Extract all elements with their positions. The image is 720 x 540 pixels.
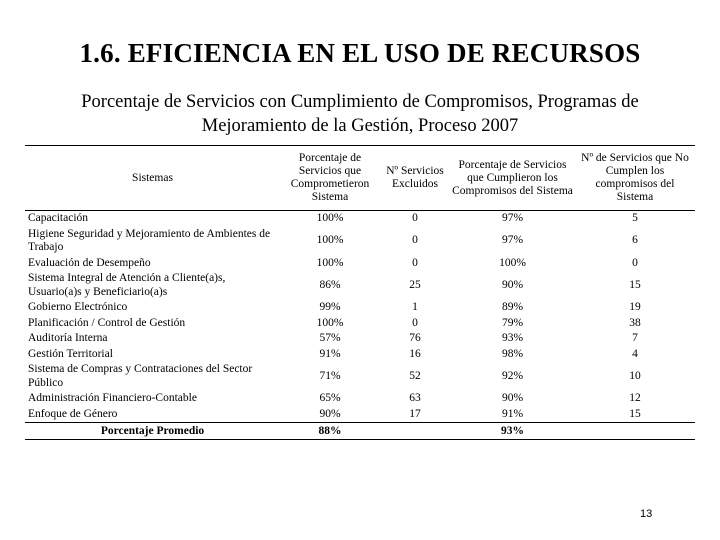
cell-pct-comprometieron: 99% <box>319 301 341 313</box>
cell-sistema: Evaluación de Desempeño <box>28 256 151 269</box>
col-header-pct-comprometieron: Porcentaje de Servicios que Comprometieron Sistema <box>280 146 380 211</box>
table-row <box>25 391 695 407</box>
cell-pct-comprometieron: 100% <box>316 234 344 247</box>
col-header-no-cumplen: Nº de Servicios que No Cumplen los compromisos del Sistema <box>575 146 695 211</box>
cell-sistema: Planificación / Control de Gestión <box>28 316 186 329</box>
cell-no-cumplen: 4 <box>632 347 638 360</box>
cell-excluidos: 0 <box>412 316 418 329</box>
cell-pct-comprometieron: 100% <box>316 212 344 224</box>
footer-avg-excluded <box>380 423 450 440</box>
cell-no-cumplen: 6 <box>632 234 638 247</box>
cell-pct-comprometieron: 65% <box>319 392 341 404</box>
table-row <box>25 256 695 272</box>
cell-pct-comprometieron: 90% <box>319 407 341 420</box>
cell-sistema: Administración Financiero-Contable <box>28 392 197 404</box>
col-header-pct-cumplieron: Porcentaje de Servicios que Cumplieron los Compromisos del Sistema <box>450 146 575 211</box>
table-footer-row <box>25 423 695 440</box>
cell-excluidos: 25 <box>409 278 421 291</box>
table-row <box>25 331 695 347</box>
col-header-excluidos: Nº Servicios Excluidos <box>380 146 450 211</box>
slide-subtitle: Porcentaje de Servicios con Cumplimiento de Compromisos, Programas de Mejoramiento de la Gestión, Proceso 2007 <box>81 92 639 136</box>
cell-excluidos: 1 <box>412 301 418 313</box>
cell-pct-comprometieron: 71% <box>319 369 341 382</box>
cell-excluidos: 0 <box>412 256 418 269</box>
cell-pct-cumplieron: 97% <box>501 234 524 247</box>
table-row <box>25 347 695 363</box>
cell-excluidos: 76 <box>409 332 421 344</box>
cell-no-cumplen: 38 <box>629 316 641 329</box>
cell-pct-comprometieron: 91% <box>319 347 341 360</box>
cell-pct-cumplieron: 93% <box>501 332 524 344</box>
table-row <box>25 227 695 256</box>
table-header-row <box>25 146 695 211</box>
footer-avg-complied: 93% <box>450 423 575 440</box>
cell-no-cumplen: 15 <box>629 278 641 291</box>
cell-pct-cumplieron: 90% <box>501 392 524 404</box>
cell-excluidos: 63 <box>409 392 421 404</box>
cell-sistema: Gobierno Electrónico <box>28 301 128 313</box>
col-header-sistemas: Sistemas <box>25 146 280 211</box>
cell-no-cumplen: 10 <box>629 369 641 382</box>
cell-no-cumplen: 7 <box>632 332 638 344</box>
cell-pct-comprometieron: 100% <box>316 256 344 269</box>
cell-no-cumplen: 19 <box>629 301 641 313</box>
cell-pct-cumplieron: 97% <box>501 212 524 224</box>
cell-pct-cumplieron: 89% <box>501 301 524 313</box>
cell-excluidos: 0 <box>412 234 418 247</box>
table-row <box>25 271 695 300</box>
table-row <box>25 362 695 391</box>
cell-pct-cumplieron: 98% <box>501 347 524 360</box>
cell-sistema: Gestión Territorial <box>28 347 113 360</box>
cell-excluidos: 52 <box>409 369 421 382</box>
table-row <box>25 211 695 227</box>
cell-excluidos: 0 <box>412 212 418 224</box>
cell-pct-comprometieron: 86% <box>319 278 341 291</box>
slide-title: 1.6. EFICIENCIA EN EL USO DE RECURSOS <box>79 38 641 68</box>
cell-sistema: Higiene Seguridad y Mejoramiento de Ambientes de Trabajo <box>28 227 271 253</box>
cell-sistema: Capacitación <box>28 212 89 224</box>
cell-excluidos: 16 <box>409 347 421 360</box>
cell-pct-cumplieron: 91% <box>501 407 524 420</box>
cell-pct-cumplieron: 90% <box>501 278 524 291</box>
efficiency-table <box>25 145 695 440</box>
cell-pct-comprometieron: 57% <box>319 332 341 344</box>
footer-avg-not-complied <box>575 423 695 440</box>
cell-pct-cumplieron: 100% <box>499 256 526 269</box>
cell-no-cumplen: 15 <box>629 407 641 420</box>
footer-label: Porcentaje Promedio <box>25 423 280 440</box>
cell-pct-cumplieron: 79% <box>501 316 524 329</box>
cell-excluidos: 17 <box>409 407 421 420</box>
cell-no-cumplen: 0 <box>632 256 638 269</box>
page-number: 13 <box>640 508 653 520</box>
table-row <box>25 316 695 332</box>
cell-sistema: Sistema Integral de Atención a Cliente(a)s, Usuario(a)s y Beneficiario(a)s <box>28 272 226 298</box>
cell-sistema: Enfoque de Género <box>28 407 118 420</box>
table-row <box>25 407 695 423</box>
cell-sistema: Auditoría Interna <box>28 332 108 344</box>
cell-sistema: Sistema de Compras y Contrataciones del Sector Público <box>28 363 253 389</box>
footer-avg-committed: 88% <box>280 423 380 440</box>
cell-pct-comprometieron: 100% <box>316 316 344 329</box>
cell-no-cumplen: 5 <box>632 212 638 224</box>
cell-pct-cumplieron: 92% <box>501 369 524 382</box>
table-row <box>25 300 695 316</box>
cell-no-cumplen: 12 <box>629 392 641 404</box>
